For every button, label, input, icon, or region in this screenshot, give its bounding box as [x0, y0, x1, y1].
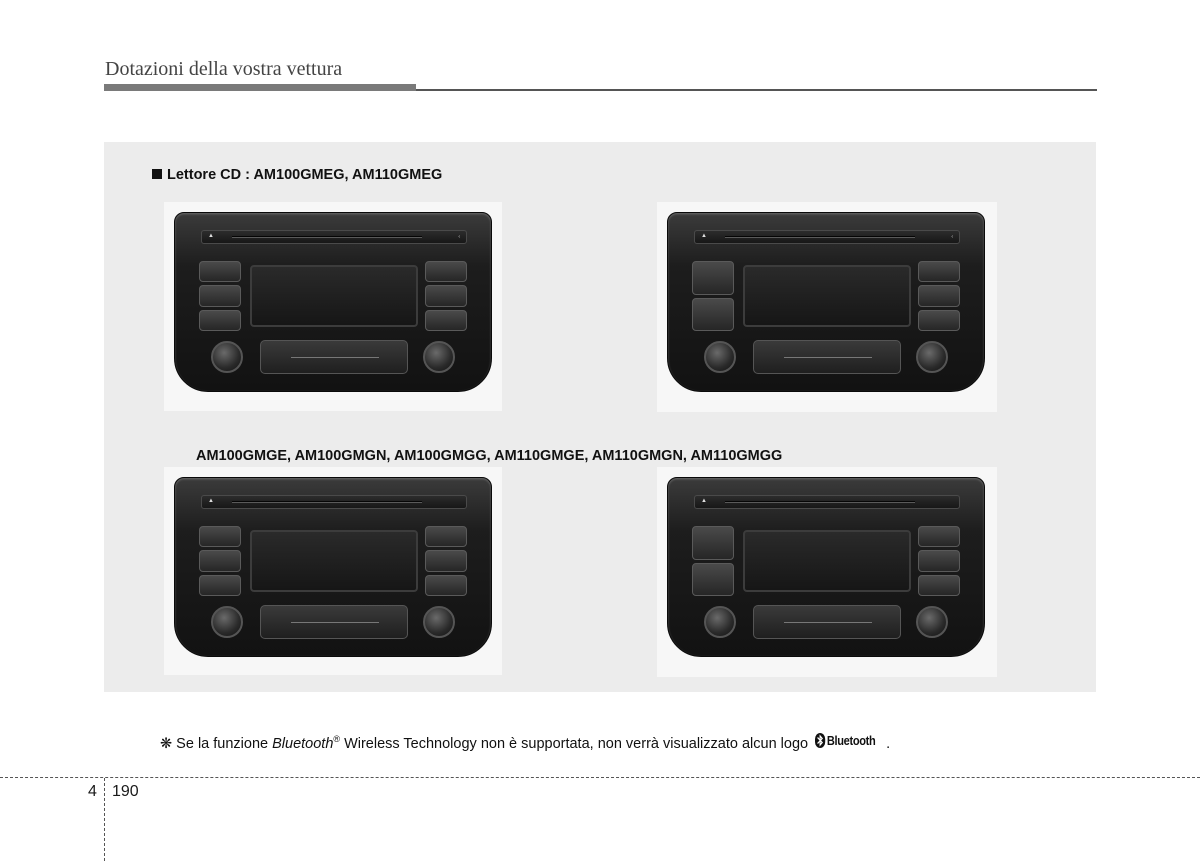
- unit-button: [918, 526, 960, 547]
- right-button-column: [918, 261, 960, 331]
- eject-icon: ▲: [701, 233, 707, 239]
- car-audio-unit: [174, 477, 492, 657]
- cd-slot: [232, 501, 422, 503]
- bluetooth-logo: Bluetooth: [815, 733, 875, 748]
- eject-icon: ▲: [208, 498, 214, 504]
- unit-button: [199, 261, 241, 282]
- right-button-column: [918, 526, 960, 596]
- unit-button: [425, 285, 467, 306]
- running-header-title: Dotazioni della vostra vettura: [105, 58, 343, 80]
- audio-unit-photo-1: [164, 202, 502, 411]
- car-audio-unit: [174, 212, 492, 392]
- unit-button: [918, 285, 960, 306]
- bluetooth-icon: [815, 733, 825, 748]
- cd-slot-bar: [694, 495, 960, 509]
- volume-knob: [211, 606, 243, 638]
- volume-knob: [211, 341, 243, 373]
- unit-button: [918, 310, 960, 331]
- right-button-column: [425, 526, 467, 596]
- unit-button: [425, 310, 467, 331]
- tune-knob: [916, 341, 948, 373]
- preset-keypad: [753, 340, 901, 374]
- figure-caption-bottom: AM100GMGE, AM100GMGN, AM100GMGG, AM110GMGE, AM110GMGN, AM110GMGG: [196, 448, 783, 464]
- cd-slot: [232, 236, 422, 238]
- left-button-column: [199, 261, 241, 331]
- unit-button: [918, 575, 960, 596]
- chapter-number: 4: [88, 783, 97, 800]
- unit-display: [743, 530, 911, 592]
- left-button-column: [199, 526, 241, 596]
- unit-button: [425, 261, 467, 282]
- car-audio-unit: [667, 212, 985, 392]
- audio-unit-photo-4: [657, 467, 997, 677]
- unit-button: [199, 310, 241, 331]
- header-rule-thin: [416, 89, 1097, 91]
- figure-panel: [104, 142, 1096, 692]
- unit-button: [199, 526, 241, 547]
- preset-keypad: [753, 605, 901, 639]
- audio-unit-photo-3: [164, 467, 502, 675]
- volume-knob: [704, 341, 736, 373]
- header-rule-thick: [104, 84, 416, 91]
- volume-knob: [704, 606, 736, 638]
- figure-caption-top: Lettore CD : AM100GMEG, AM110GMEG: [152, 167, 442, 183]
- eject-icon: ▲: [701, 498, 707, 504]
- unit-button: [425, 550, 467, 571]
- cd-slot-bar: [201, 495, 467, 509]
- tune-knob: [423, 341, 455, 373]
- right-button-column: [425, 261, 467, 331]
- cd-slot: [725, 501, 915, 503]
- preset-keypad: [260, 340, 408, 374]
- unit-button: [199, 550, 241, 571]
- square-bullet-icon: [152, 169, 162, 179]
- eject-icon: ▲: [208, 233, 214, 239]
- footer-dashed-rule: [0, 777, 1200, 778]
- chevron-icon: ‹: [951, 234, 953, 240]
- bluetooth-footnote: ❋ Se la funzione Bluetooth® Wireless Technology non è supportata, non verrà visualizzato alcun logo Bluetooth .: [160, 733, 891, 752]
- unit-button: [692, 298, 734, 332]
- footer-dashed-divider: [104, 778, 105, 861]
- unit-button: [692, 526, 734, 560]
- tune-knob: [423, 606, 455, 638]
- cd-slot-bar: [201, 230, 467, 244]
- unit-display: [743, 265, 911, 327]
- unit-button: [199, 575, 241, 596]
- unit-button: [425, 526, 467, 547]
- car-audio-unit: [667, 477, 985, 657]
- preset-keypad: [260, 605, 408, 639]
- cd-slot: [725, 236, 915, 238]
- unit-display: [250, 265, 418, 327]
- unit-display: [250, 530, 418, 592]
- audio-unit-photo-2: [657, 202, 997, 412]
- unit-button: [918, 261, 960, 282]
- unit-button: [692, 261, 734, 295]
- unit-button: [425, 575, 467, 596]
- left-button-column: [692, 261, 734, 331]
- left-button-column: [692, 526, 734, 596]
- unit-button: [199, 285, 241, 306]
- unit-button: [692, 563, 734, 597]
- unit-button: [918, 550, 960, 571]
- cd-slot-bar: [694, 230, 960, 244]
- asterisk-icon: ❋: [160, 736, 173, 752]
- tune-knob: [916, 606, 948, 638]
- chevron-icon: ‹: [458, 234, 460, 240]
- page-number: 190: [112, 783, 139, 800]
